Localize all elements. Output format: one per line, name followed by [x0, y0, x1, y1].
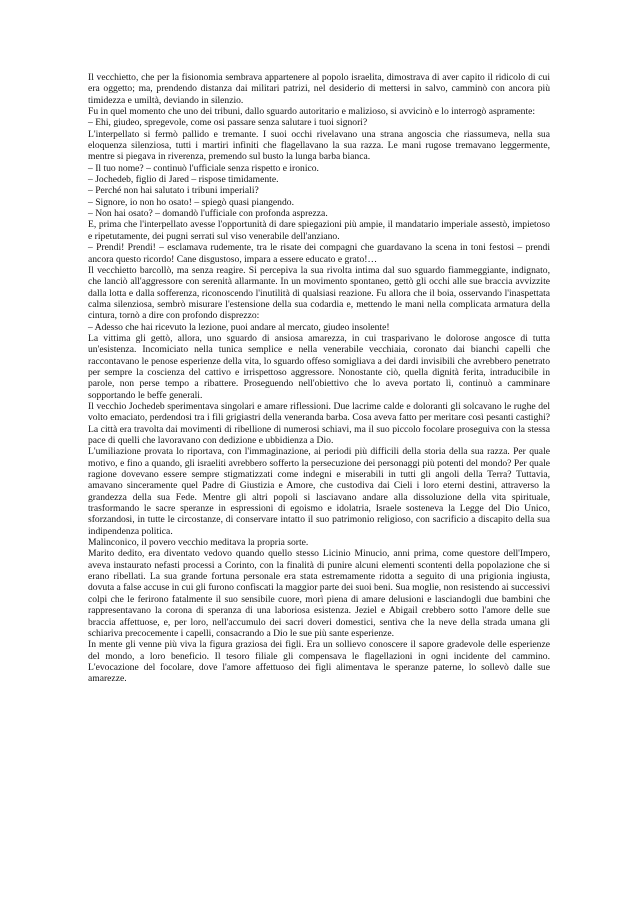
- paragraph: Il vecchietto barcollò, ma senza reagire. Si percepiva la sua rivolta intima dal suo sguardo fiammeggiante, indignato, che lanciò all'aggressore con serenità allarmante. In un movimento spontaneo, gettò gli occhi alle sue braccia avvizzite dalla lotta e dalla sofferenza, riconoscendo l'inutilità di qualsiasi reazione. Fu allora che il boia, osservando l'inaspettata calma silenziosa, sembrò misurare l'estensione della sua codardia e, mettendo le mani nella complicata armatura della cintura, tornò a dire con profondo disprezzo:: [88, 264, 550, 322]
- paragraph: La vittima gli gettò, allora, uno sguardo di ansiosa amarezza, in cui trasparivano le dolorose angosce di tutta un'esistenza. Incomiciato nella tunica semplice e nella venerabile vecchiaia, coronato dai bianchi capelli che raccontavano le penose esperienze della vita, lo sguardo offeso somigliava a dei dardi invisibili che avrebbero penetrato per sempre la coscienza del cattivo e irrispettoso aggressore. Nonostante ciò, quella dignità ferita, intraducibile in parole, non perse tempo a ribattere. Proseguendo nell'obiettivo che lo aveva portato lì, continuò a camminare sopportando le beffe generali.: [88, 332, 550, 401]
- paragraph: – Prendi! Prendi! – esclamava rudemente, tra le risate dei compagni che guardavano la scena in toni festosi – prendi ancora questo ricordo! Cane disgustoso, impara a essere educato e grato!…: [88, 242, 550, 265]
- paragraph: – Adesso che hai ricevuto la lezione, puoi andare al mercato, giudeo insolente!: [88, 321, 390, 333]
- paragraph: – Perché non hai salutato i tribuni imperiali?: [88, 185, 259, 197]
- paragraph: – Jochedeb, figlio di Jared – rispose timidamente.: [88, 174, 279, 186]
- paragraph: Malinconico, il povero vecchio meditava la propria sorte.: [88, 537, 309, 549]
- paragraph: L'umiliazione provata lo riportava, con l'immaginazione, ai periodi più difficili della storia della sua razza. Per quale motivo, e fino a quando, gli israeliti avrebbero sofferto la persecuzione dei personaggi più potenti del mondo? Per quale ragione dovevano essere sempre stigmatizzati come indegni e miserabili in tutti gli angoli della Terra? Tuttavia, amavano sinceramente quel Padre di Giustizia e Amore, che custodiva dai Cieli i loro eterni destini, attraverso la grandezza della sua Fede. Mentre gli altri popoli si lasciavano andare alla dissoluzione della vita spirituale, trasformando le sacre speranze in espressioni di egoismo e idolatria, Israele sosteneva la Legge del Dio Unico, sforzandosi, in tutte le circostanze, di conservare intatto il suo patrimonio religioso, con sacrificio a discapito della sua indipendenza politica.: [88, 446, 550, 537]
- document-page: [88, 72, 550, 685]
- paragraph: Il vecchietto, che per la fisionomia sembrava appartenere al popolo israelita, dimostrava di aver capito il ridicolo di cui era oggetto; ma, prendendo distanza dai militari patrizi, nel desiderio di mettersi in salvo, camminò con ancora più timidezza e umiltà, deviando in silenzio.: [88, 72, 550, 106]
- paragraph: L'interpellato si fermò pallido e tremante. I suoi occhi rivelavano una strana angoscia che riassumeva, nella sua eloquenza silenziosa, tutti i martiri infiniti che flagellavano la sua razza. Le mani rugose tremavano leggermente, mentre si piegava in riverenza, premendo sul busto la lunga barba bianca.: [88, 128, 550, 163]
- paragraph: Marito dedito, era diventato vedovo quando quello stesso Licinio Minucio, anni prima, come questore dell'Impero, aveva instaurato nefasti processi a Corinto, con la finalità di punire alcuni elementi scontenti della popolazione che si erano ribellati. La sua grande fortuna personale era stata estremamente ridotta a seguito di una prigionia ingiusta, dovuta a false accuse in cui gli furono confiscati la maggior parte dei suoi beni. Sua moglie, non resistendo ai successivi colpi che le ferirono fatalmente il suo sensibile cuore, morì piena di amare delusioni e lasciandogli due bambini che rappresentavano la corona di speranza di una laboriosa esistenza. Jeziel e Abigail crebbero sotto l'amore delle sue braccia affettuose, e, per loro, nell'accumulo dei sacri doveri domestici, sentiva che la neve della strada umana gli schiariva precocemente i capelli, consacrando a Dio le sue più sante esperienze.: [88, 548, 550, 639]
- paragraph: – Non hai osato? – domandò l'ufficiale con profonda asprezza.: [88, 208, 328, 220]
- paragraph: E, prima che l'interpellato avesse l'opportunità di dare spiegazioni più ampie, il mandatario imperiale assestò, impietoso e ripetutamente, dei pugni serrati sul viso venerabile dell'anziano.: [88, 219, 550, 242]
- paragraph: Fu in quel momento che uno dei tribuni, dallo sguardo autoritario e malizioso, si avvicinò e lo interrogò aspramente:: [88, 106, 536, 118]
- paragraph: – Signore, io non ho osato! – spiegò quasi piangendo.: [88, 196, 294, 208]
- paragraph: In mente gli venne più viva la figura graziosa dei figli. Era un sollievo conoscere il sapore gradevole delle esperienze del mondo, a loro beneficio. Il tesoro filiale gli compensava le flagellazioni in ogni incidente del cammino. L'evocazione del focolare, dove l'amore affettuoso dei figli alimentava le speranze paterne, lo sollevò dalle sue amarezze.: [88, 639, 550, 685]
- paragraph: Il vecchio Jochedeb sperimentava singolari e amare riflessioni. Due lacrime calde e doloranti gli solcavano le rughe del volto emaciato, perdendosi tra i fili grigiastri della veneranda barba. Cosa aveva fatto per meritare così pesanti castighi? La città era travolta dai movimenti di ribellione di numerosi schiavi, ma il suo piccolo focolare proseguiva con la stessa pace di quelli che lavoravano con dedizione e ubbidienza a Dio.: [88, 400, 550, 446]
- paragraph: – Il tuo nome? – continuò l'ufficiale senza rispetto e ironico.: [88, 162, 319, 174]
- paragraph: – Ehi, giudeo, spregevole, come osi passare senza salutare i tuoi signori?: [88, 117, 368, 129]
